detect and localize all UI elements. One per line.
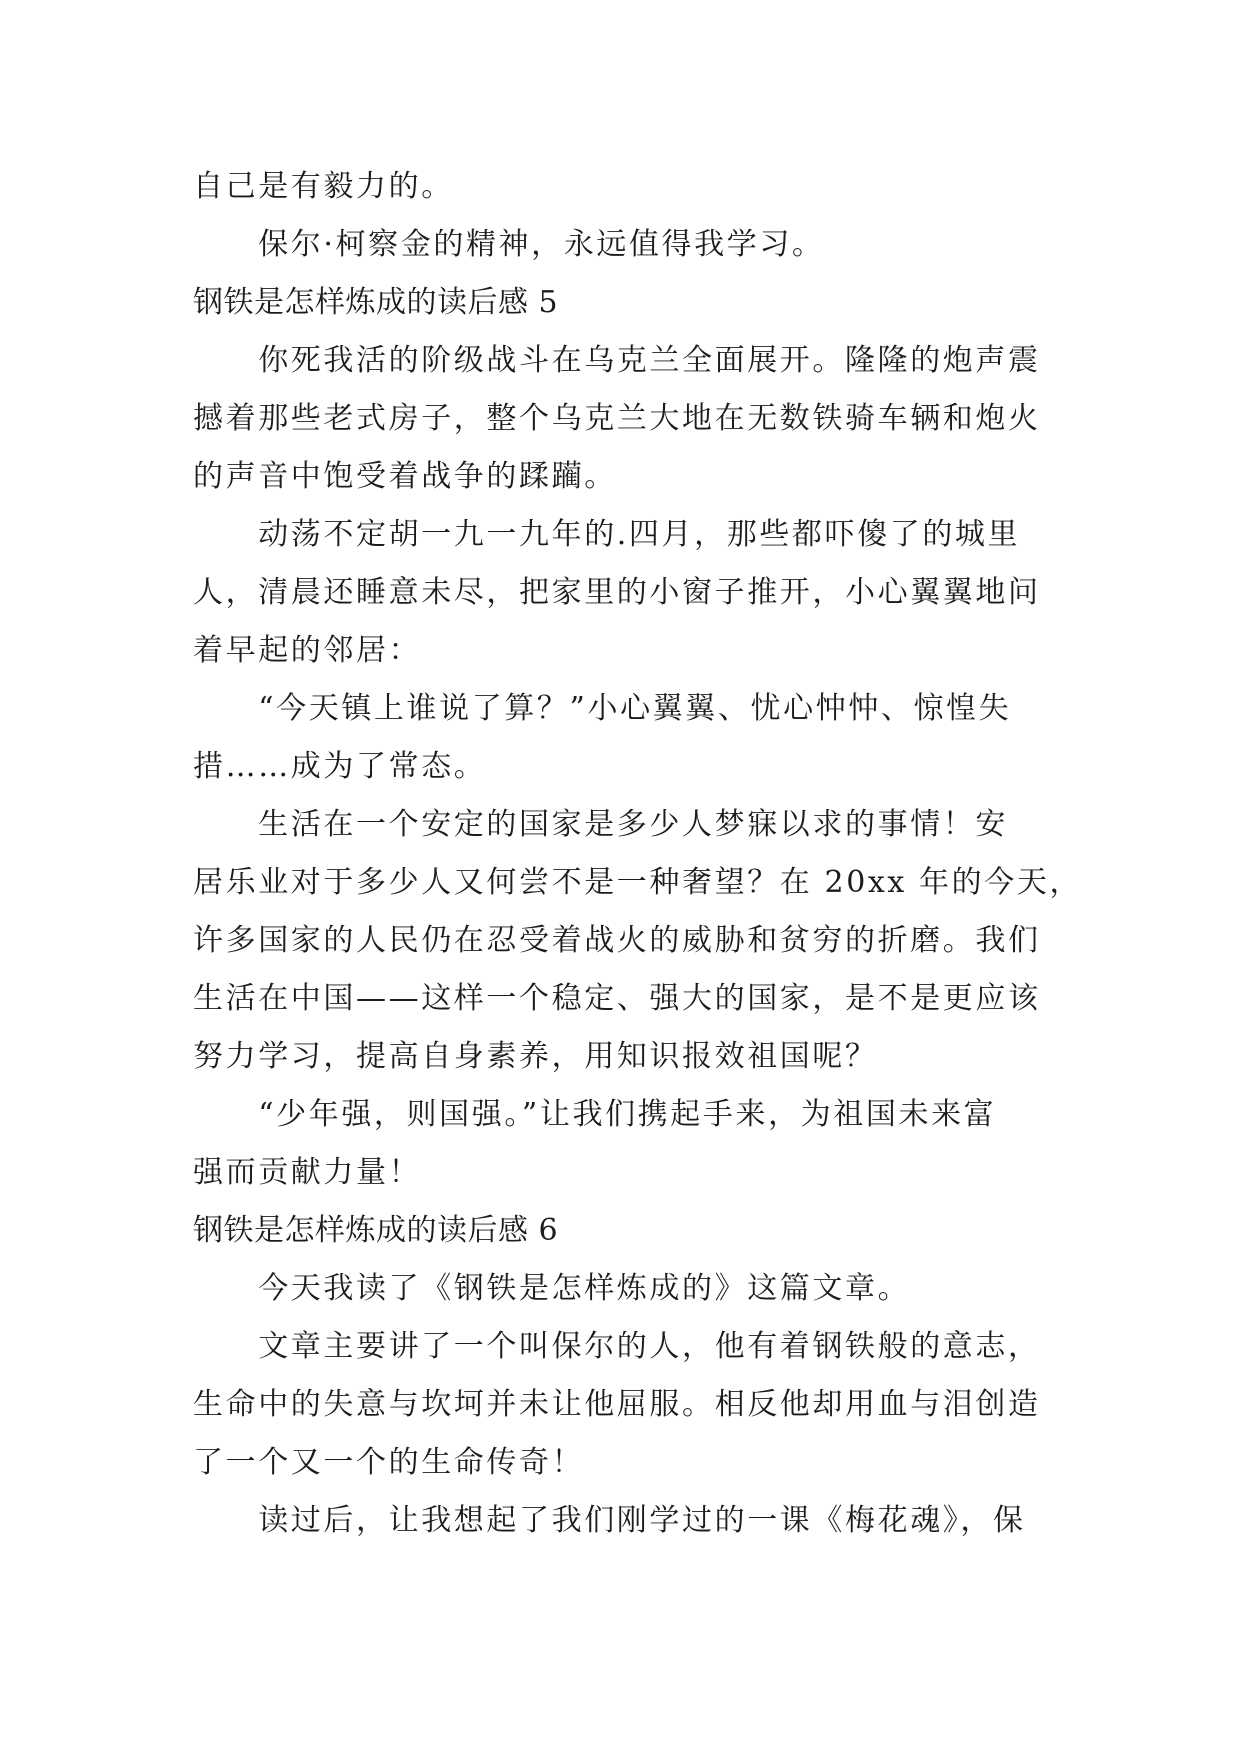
text-line: 人，清晨还睡意未尽，把家里的小窗子推开，小心翼翼地问 <box>193 575 1041 610</box>
text-line: 了一个又一个的生命传奇！ <box>193 1445 585 1480</box>
text-line: 你死我活的阶级战斗在乌克兰全面展开。隆隆的炮声震 <box>193 343 1041 378</box>
text-line: 居乐业对于多少人又何尝不是一种奢望？在 20xx 年的今天， <box>193 865 1083 900</box>
text-line: 生命中的失意与坎坷并未让他屈服。相反他却用血与泪创造 <box>193 1387 1041 1422</box>
text-line: 着早起的邻居： <box>193 633 422 668</box>
text-line: “少年强，则国强。”让我们携起手来，为祖国未来富 <box>193 1097 997 1132</box>
text-line: 动荡不定胡一九一九年的.四月，那些都吓傻了的城里 <box>193 517 1021 552</box>
text-line: 生活在中国——这样一个稳定、强大的国家，是不是更应该 <box>193 981 1041 1016</box>
text-line: 努力学习，提高自身素养，用知识报效祖国呢？ <box>193 1039 878 1074</box>
section-heading: 钢铁是怎样炼成的读后感 6 <box>193 1213 559 1248</box>
text-line: 保尔·柯察金的精神，永远值得我学习。 <box>193 227 825 262</box>
text-line: 许多国家的人民仍在忍受着战火的威胁和贫穷的折磨。我们 <box>193 923 1041 958</box>
text-line: 自己是有毅力的。 <box>193 169 454 204</box>
text-line: 措……成为了常态。 <box>193 749 487 784</box>
document-body <box>193 158 1083 1550</box>
text-line: 撼着那些老式房子，整个乌克兰大地在无数铁骑车辆和炮火 <box>193 401 1041 436</box>
text-line: 强而贡献力量！ <box>193 1155 422 1190</box>
text-line: 今天我读了《钢铁是怎样炼成的》这篇文章。 <box>193 1271 911 1306</box>
text-line: 的声音中饱受着战争的蹂躏。 <box>193 459 617 494</box>
section-heading: 钢铁是怎样炼成的读后感 5 <box>193 285 559 320</box>
text-line: 读过后，让我想起了我们刚学过的一课《梅花魂》，保 <box>193 1503 1026 1538</box>
text-line: 生活在一个安定的国家是多少人梦寐以求的事情！安 <box>193 807 1008 842</box>
text-line: “今天镇上谁说了算？”小心翼翼、忧心忡忡、惊惶失 <box>193 691 1012 726</box>
text-line: 文章主要讲了一个叫保尔的人，他有着钢铁般的意志， <box>193 1329 1041 1364</box>
